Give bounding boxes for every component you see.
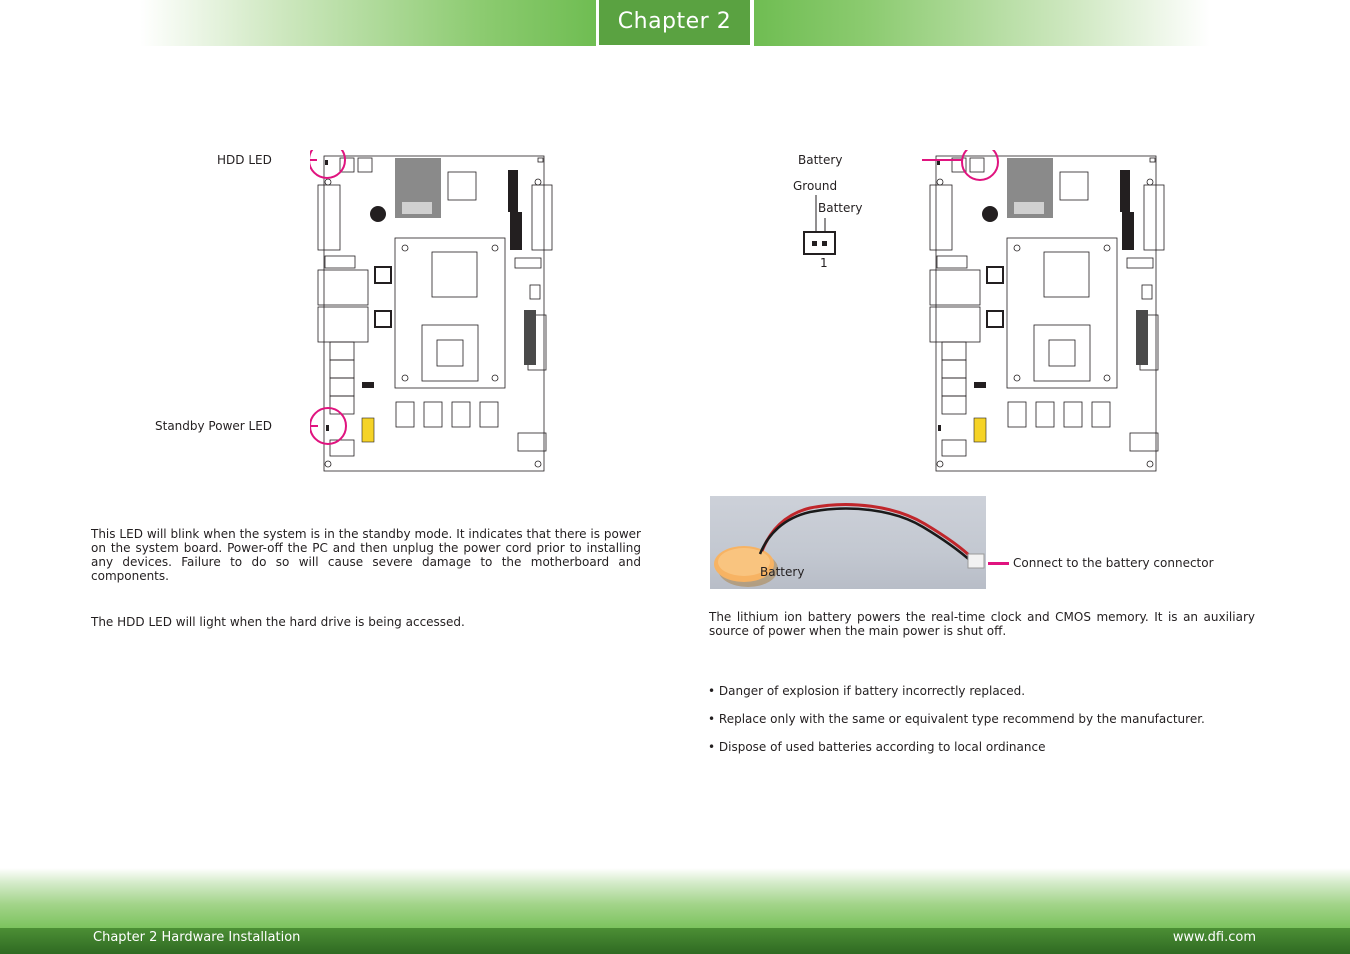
pin-one-label: 1 bbox=[820, 256, 828, 270]
hdd-led-description: The HDD LED will light when the hard drive is being accessed. bbox=[91, 615, 465, 629]
board-diagram-left bbox=[310, 150, 560, 480]
chapter-tab: Chapter 2 bbox=[599, 0, 750, 45]
footer-website-link[interactable]: www.dfi.com bbox=[1172, 930, 1256, 945]
standby-led-label: Standby Power LED bbox=[155, 419, 273, 433]
footer-chapter-title: Chapter 2 Hardware Installation bbox=[93, 930, 301, 945]
connector-callout-line bbox=[988, 562, 1009, 565]
warning-bullet: • Replace only with the same or equivalent type recommend by the manufacturer. bbox=[708, 712, 1205, 726]
standby-led-description: This LED will blink when the system is in the standby mode. It indicates that there is power on the system board. Power-off the PC and then unplug the power cord prior to installing any devices. Failure to do so will cause severe damage to the motherboard and components. bbox=[91, 527, 641, 583]
header-gradient-right bbox=[754, 0, 1210, 46]
warning-bullet: • Dispose of used batteries according to local ordinance bbox=[708, 740, 1046, 754]
header-gradient-left bbox=[140, 0, 596, 46]
battery-label: Battery bbox=[798, 153, 843, 167]
battery-photo bbox=[710, 496, 986, 589]
connector-callout-label: Connect to the battery connector bbox=[1013, 556, 1214, 570]
battery-description: The lithium ion battery powers the real-time clock and CMOS memory. It is an auxiliary source of power when the main power is shut off. bbox=[709, 610, 1255, 638]
photo-battery-label: Battery bbox=[760, 565, 805, 579]
ground-pin-label: Ground bbox=[793, 179, 838, 193]
hdd-led-label: HDD LED bbox=[217, 153, 272, 167]
footer-gradient bbox=[0, 868, 1350, 928]
battery-pin-label: Battery bbox=[818, 201, 863, 215]
board-diagram-right bbox=[922, 150, 1172, 480]
warning-bullet: • Danger of explosion if battery incorrectly replaced. bbox=[708, 684, 1026, 698]
